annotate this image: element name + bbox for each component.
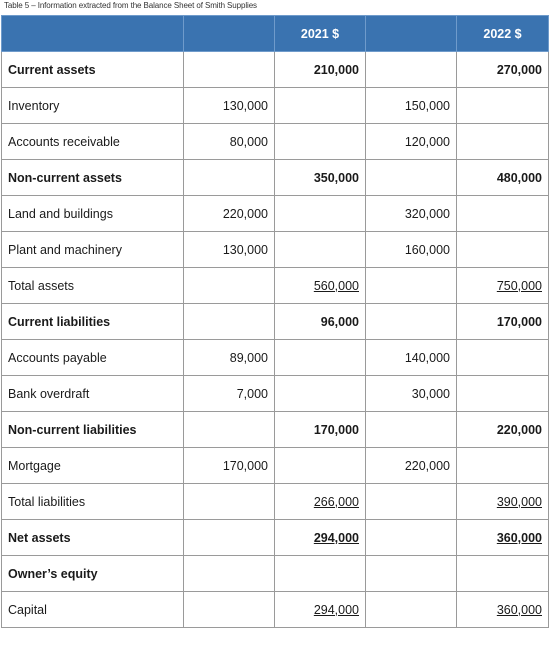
cell-2022-detail [366,592,457,628]
cell-2022-total [457,340,549,376]
cell-2022-detail [366,484,457,520]
cell-2022-total: 360,000 [457,592,549,628]
table-row-non-current-assets [2,160,549,196]
cell-2022-total: 220,000 [457,412,549,448]
cell-2021-total: 210,000 [275,52,366,88]
cell-2022-detail: 120,000 [366,124,457,160]
cell-2021-detail: 7,000 [184,376,275,412]
cell-2022-detail: 140,000 [366,340,457,376]
cell-2021-total: 350,000 [275,160,366,196]
cell-2022-total: 750,000 [457,268,549,304]
row-label: Current assets [2,52,184,88]
table-row-land-and-buildings [2,196,549,232]
table-row-current-liabilities [2,304,549,340]
row-label: Owner’s equity [2,556,184,592]
cell-2021-detail [184,412,275,448]
row-label: Plant and machinery [2,232,184,268]
cell-2021-detail [184,268,275,304]
cell-2021-detail: 130,000 [184,88,275,124]
table-row-owners-equity [2,556,549,592]
cell-2021-detail [184,160,275,196]
table-row-inventory [2,88,549,124]
cell-2021-detail: 89,000 [184,340,275,376]
table-row-capital [2,592,549,628]
cell-2022-detail [366,520,457,556]
cell-2021-total [275,448,366,484]
cell-2022-total [457,448,549,484]
cell-2022-total [457,376,549,412]
row-label: Net assets [2,520,184,556]
cell-2022-detail [366,412,457,448]
cell-2022-detail: 30,000 [366,376,457,412]
header-2022-detail-cell [366,16,457,52]
cell-2022-total: 390,000 [457,484,549,520]
table-row-net-assets [2,520,549,556]
table-row-accounts-receivable [2,124,549,160]
row-label: Total assets [2,268,184,304]
cell-2022-total: 170,000 [457,304,549,340]
cell-2021-total [275,340,366,376]
cell-2021-total: 96,000 [275,304,366,340]
cell-2021-total: 560,000 [275,268,366,304]
cell-2021-detail [184,520,275,556]
cell-2022-detail [366,52,457,88]
cell-2021-detail [184,556,275,592]
row-label: Non-current assets [2,160,184,196]
cell-2021-detail: 220,000 [184,196,275,232]
cell-2021-detail [184,52,275,88]
row-label: Accounts receivable [2,124,184,160]
cell-2021-detail [184,592,275,628]
cell-2021-detail: 170,000 [184,448,275,484]
row-label: Bank overdraft [2,376,184,412]
cell-2022-detail [366,268,457,304]
cell-2022-detail: 150,000 [366,88,457,124]
cell-2021-total [275,196,366,232]
cell-2022-total [457,88,549,124]
cell-2021-detail [184,484,275,520]
cell-2022-total: 360,000 [457,520,549,556]
table-row-bank-overdraft [2,376,549,412]
row-label: Land and buildings [2,196,184,232]
cell-2021-detail [184,304,275,340]
table-row-current-assets [2,52,549,88]
cell-2021-detail: 130,000 [184,232,275,268]
cell-2021-total [275,124,366,160]
cell-2021-total: 294,000 [275,520,366,556]
row-label: Non-current liabilities [2,412,184,448]
cell-2022-total [457,124,549,160]
table-row-total-liabilities [2,484,549,520]
header-2022-cell: 2022 $ [457,16,549,52]
row-label: Total liabilities [2,484,184,520]
cell-2021-total: 294,000 [275,592,366,628]
cell-2022-total [457,232,549,268]
cell-2022-detail [366,556,457,592]
row-label: Capital [2,592,184,628]
cell-2022-detail [366,304,457,340]
row-label: Inventory [2,88,184,124]
header-label-cell [2,16,184,52]
header-2021-cell: 2021 $ [275,16,366,52]
cell-2021-total [275,88,366,124]
cell-2022-total: 270,000 [457,52,549,88]
cell-2021-total [275,232,366,268]
cell-2022-detail: 160,000 [366,232,457,268]
balance-sheet-table [1,15,549,628]
cell-2021-total: 266,000 [275,484,366,520]
table-caption: Table 5 – Information extracted from the Balance Sheet of Smith Supplies [4,1,257,10]
table-row-plant-and-machinery [2,232,549,268]
cell-2022-detail: 220,000 [366,448,457,484]
cell-2021-total: 170,000 [275,412,366,448]
cell-2022-total: 480,000 [457,160,549,196]
header-2021-detail-cell [184,16,275,52]
cell-2022-total [457,196,549,232]
cell-2022-total [457,556,549,592]
row-label: Mortgage [2,448,184,484]
cell-2022-detail: 320,000 [366,196,457,232]
cell-2021-total [275,376,366,412]
table-row-non-current-liabilities [2,412,549,448]
cell-2022-detail [366,160,457,196]
row-label: Current liabilities [2,304,184,340]
cell-2021-total [275,556,366,592]
cell-2021-detail: 80,000 [184,124,275,160]
header-row [2,16,549,52]
row-label: Accounts payable [2,340,184,376]
table-row-total-assets [2,268,549,304]
table-row-accounts-payable [2,340,549,376]
table-row-mortgage [2,448,549,484]
